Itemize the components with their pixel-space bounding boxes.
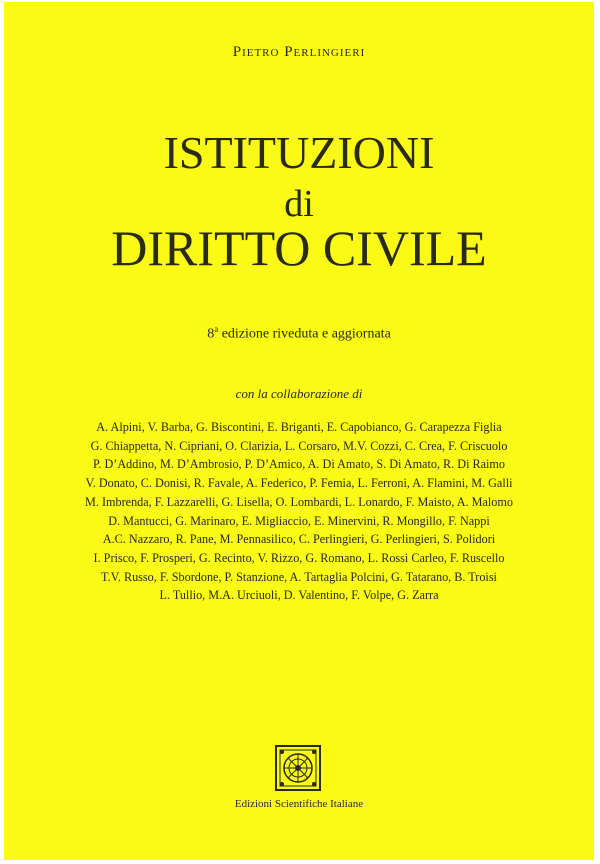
title-line-3: DIRITTO CIVILE [111,220,487,276]
collaborators-line: I. Prisco, F. Prosperi, G. Recinto, V. Rizzo, G. Romano, L. Rossi Carleo, F. Ruscello [93,550,505,565]
collaboration-label: con la collaborazione di [235,386,363,401]
edition-superscript: a [214,324,219,334]
edition-number: 8 [207,326,215,342]
collaborators-line: M. Imbrenda, F. Lazzarelli, G. Lisella, O. Lombardi, L. Lonardo, F. Maisto, A. Malomo [85,494,513,509]
book-cover [4,2,594,860]
collaborators-line: A. Alpini, V. Barba, G. Biscontini, E. Briganti, E. Capobianco, G. Carapezza Figlia [96,420,502,434]
collaborators-line: V. Donato, C. Donisi, R. Favale, A. Federico, P. Femia, L. Ferroni, A. Flamini, M. Galli [85,476,513,491]
collaborators-line: G. Chiappetta, N. Cipriani, O. Clarizia, L. Corsaro, M.V. Cozzi, C. Crea, F. Criscuolo [90,438,508,453]
title-line-2: di [284,183,314,225]
collaborators-list [24,418,574,605]
edition-text: edizione riveduta e aggiornata [221,326,391,342]
publisher-seal-icon [274,744,322,792]
publisher-name: Edizioni Scientifiche Italiane [234,798,364,810]
edition-note [4,324,594,343]
collaborators-line: L. Tullio, M.A. Urciuoli, D. Valentino, F. Volpe, G. Zarra [159,588,439,603]
collaborators-line: A.C. Nazzaro, R. Pane, M. Pennasilico, C. Perlingieri, G. Perlingieri, S. Polidori [102,532,496,547]
collaborators-line: D. Mantucci, G. Marinaro, E. Migliaccio, E. Minervini, R. Mongillo, F. Nappi [108,513,490,528]
collaborators-line: P. D’Addino, M. D’Ambrosio, P. D’Amico, A. Di Amato, S. Di Amato, R. Di Raimo [92,457,505,472]
title-line-1: ISTITUZIONI [163,127,435,178]
collaborators-line: T.V. Russo, F. Sbordone, P. Stanzione, A. Tartaglia Polcini, G. Tatarano, B. Troisi [101,569,497,584]
author-name: Pietro Perlingieri [232,44,366,60]
